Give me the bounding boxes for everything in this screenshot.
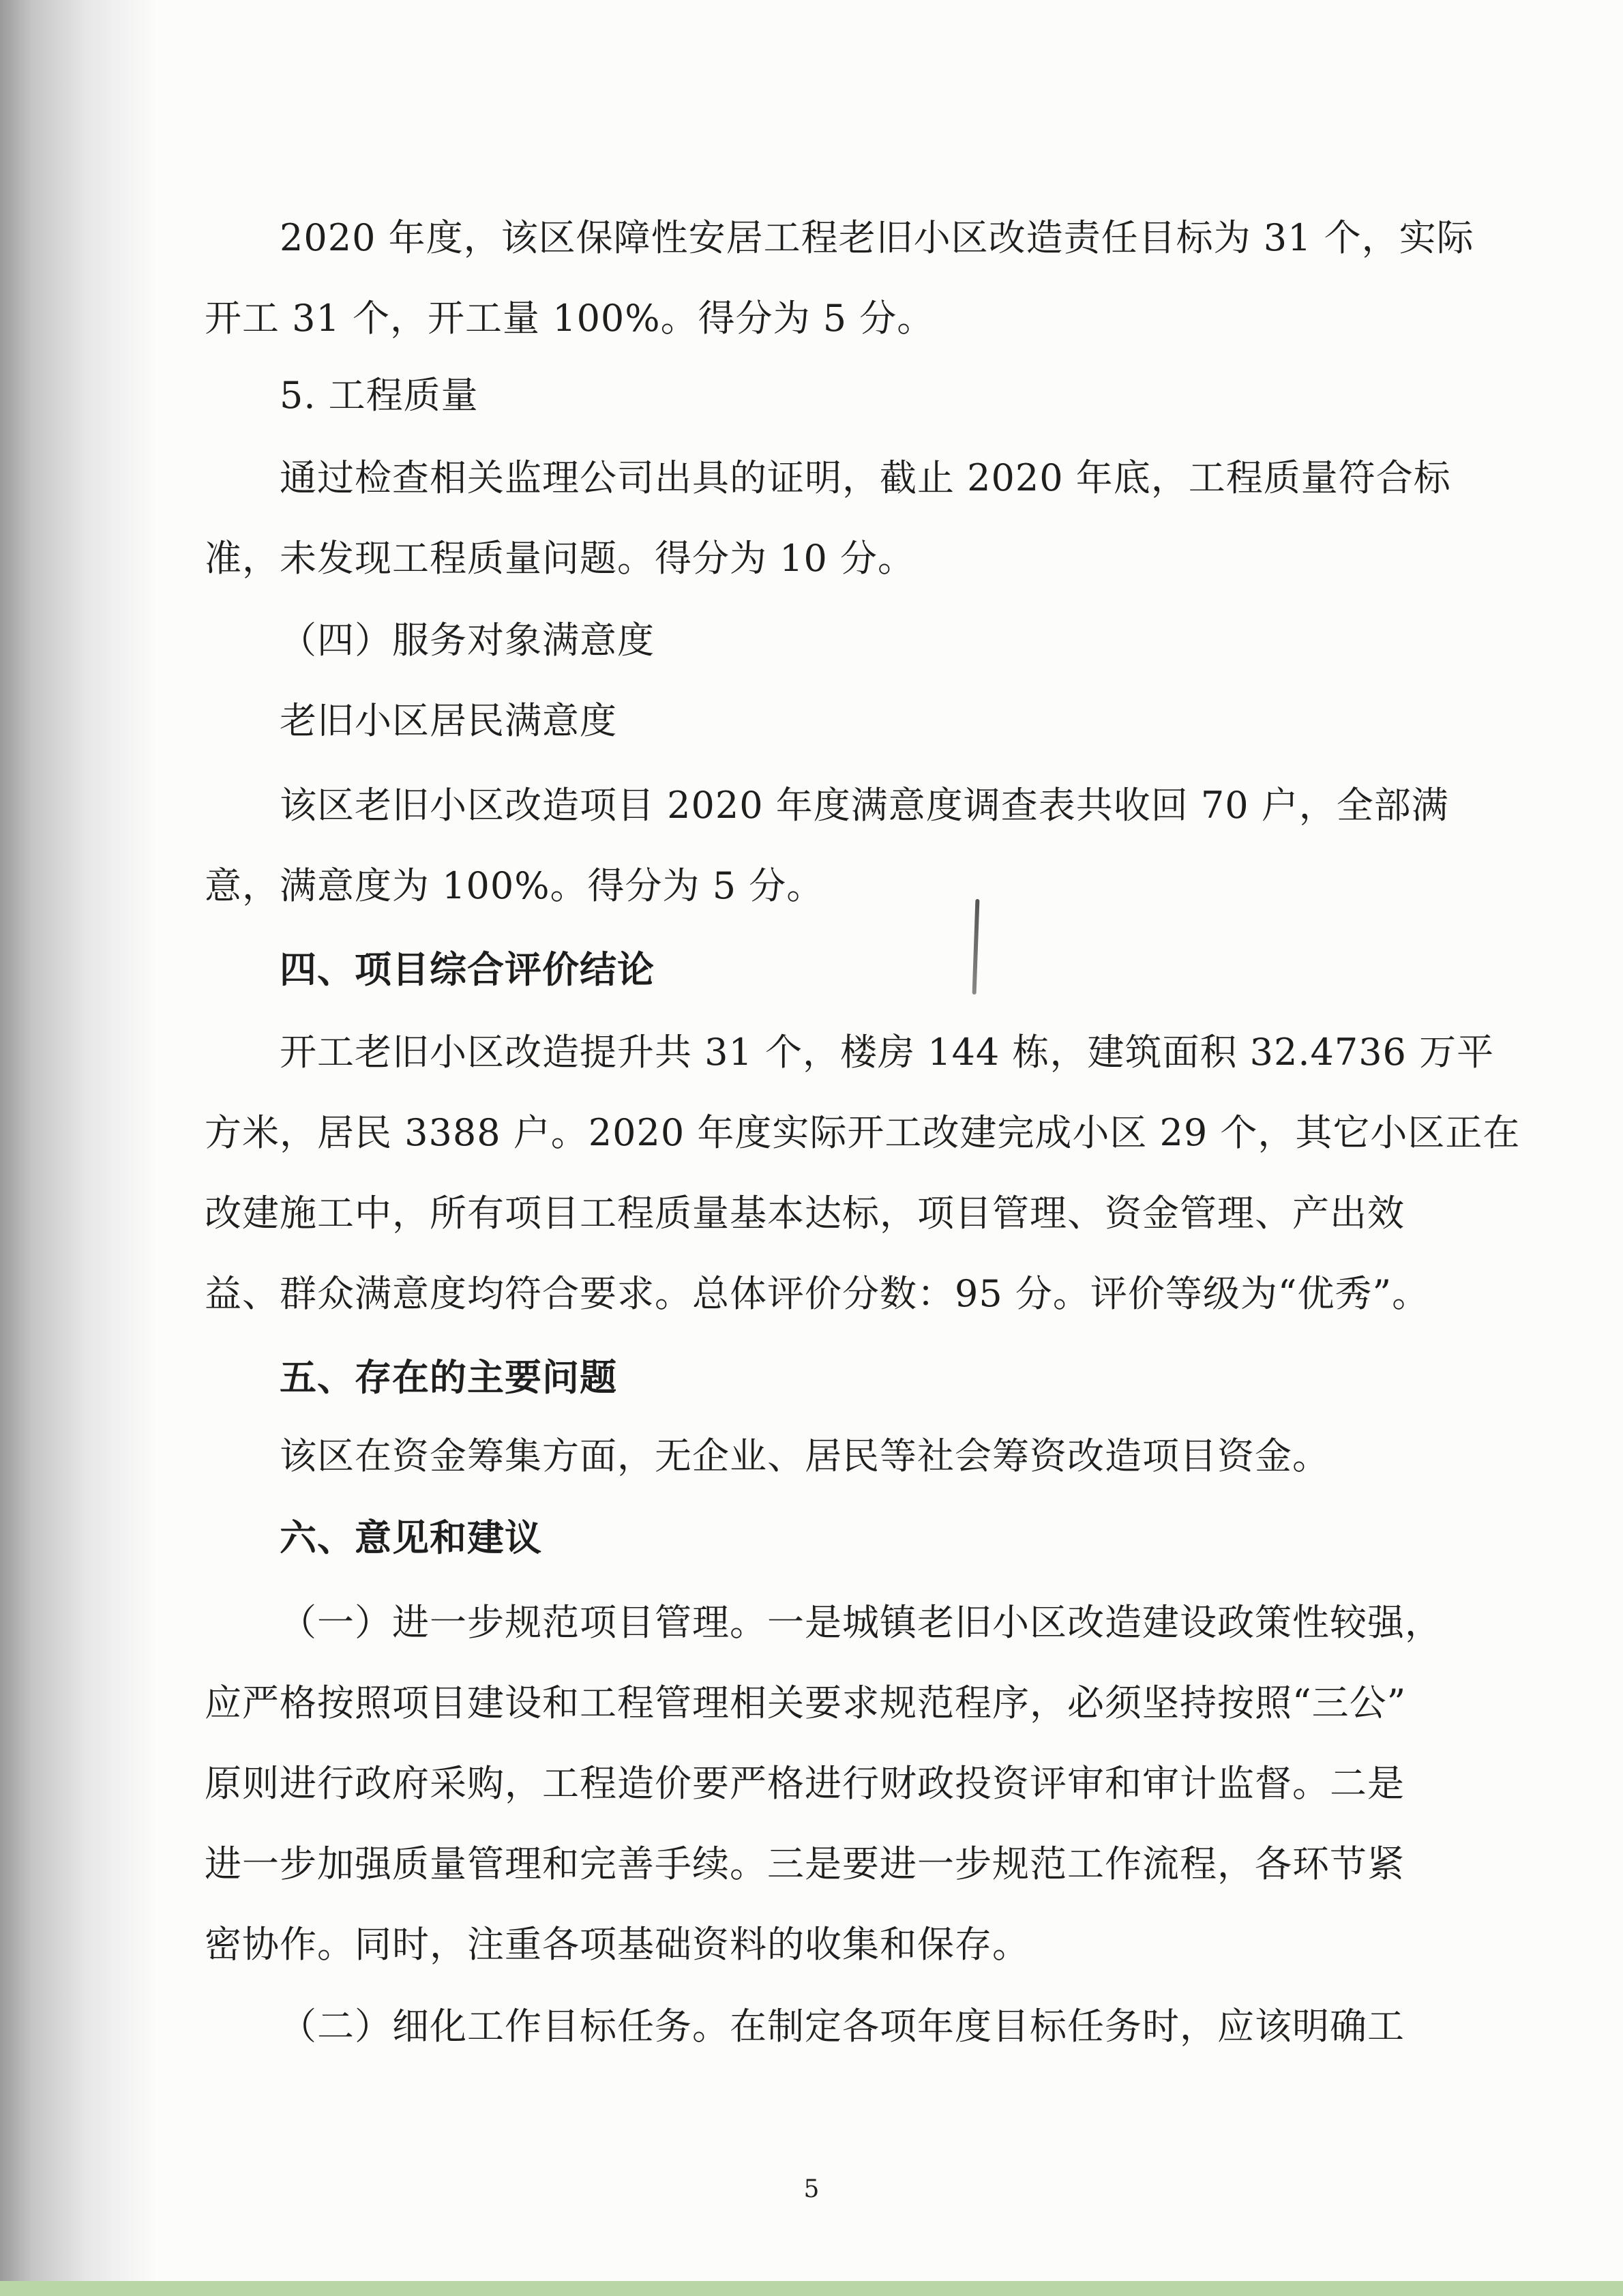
page-number: 5 xyxy=(803,2175,820,2203)
section-heading-suggestions: 六、意见和建议 xyxy=(280,1516,542,1559)
text-line: 通过检查相关监理公司出具的证明，截止 2020 年底，工程质量符合标 xyxy=(280,456,1451,499)
text-line: 进一步加强质量管理和完善手续。三是要进一步规范工作流程，各环节紧 xyxy=(205,1842,1405,1885)
text-line: 密协作。同时，注重各项基础资料的收集和保存。 xyxy=(205,1923,1030,1966)
text-line: （二）细化工作目标任务。在制定各项年度目标任务时，应该明确工 xyxy=(280,2005,1405,2048)
text-line: 开工 31 个，开工量 100%。得分为 5 分。 xyxy=(205,297,935,340)
text-line: 应严格按照项目建设和工程管理相关要求规范程序，必须坚持按照“三公” xyxy=(205,1681,1407,1724)
text-line: 改建施工中，所有项目工程质量基本达标，项目管理、资金管理、产出效 xyxy=(205,1192,1405,1235)
section-heading-problems: 五、存在的主要问题 xyxy=(280,1355,617,1399)
subheading-resident-satisfaction: 老旧小区居民满意度 xyxy=(280,699,617,742)
paragraph-suggestion-2 xyxy=(205,1986,1453,2067)
paragraph-quality xyxy=(205,438,1453,599)
text-line: 该区老旧小区改造项目 2020 年度满意度调查表共收回 70 户，全部满 xyxy=(280,784,1449,827)
section-heading-satisfaction: （四）服务对象满意度 xyxy=(280,619,655,662)
section-heading-conclusion: 四、项目综合评价结论 xyxy=(280,947,655,991)
text-line: （一）进一步规范项目管理。一是城镇老旧小区改造建设政策性较强， xyxy=(280,1601,1442,1644)
text-line: 开工老旧小区改造提升共 31 个，楼房 144 栋，建筑面积 32.4736 万平 xyxy=(280,1031,1495,1074)
paragraph-conclusion xyxy=(205,1012,1521,1334)
paragraph-completion-rate xyxy=(205,198,1474,359)
text-line: 准，未发现工程质量问题。得分为 10 分。 xyxy=(205,537,916,580)
text-line: 意，满意度为 100%。得分为 5 分。 xyxy=(205,864,824,907)
text-line: 原则进行政府采购，工程造价要严格进行财政投资评审和审计监督。二是 xyxy=(205,1762,1405,1805)
text-line: 益、群众满意度均符合要求。总体评价分数：95 分。评价等级为“优秀”。 xyxy=(205,1272,1430,1315)
scan-edge-strip xyxy=(0,2281,1623,2296)
paragraph-problems: 该区在资金筹集方面，无企业、居民等社会筹资改造项目资金。 xyxy=(280,1434,1330,1477)
text-line: 2020 年度，该区保障性安居工程老旧小区改造责任目标为 31 个，实际 xyxy=(280,216,1474,259)
text-line: 方米，居民 3388 户。2020 年度实际开工改建完成小区 29 个，其它小区正在 xyxy=(205,1111,1521,1154)
paragraph-suggestion-1 xyxy=(205,1583,1453,1985)
binding-shadow xyxy=(0,0,157,2296)
section-heading-quality: 5. 工程质量 xyxy=(280,374,479,417)
paragraph-satisfaction xyxy=(205,765,1453,926)
